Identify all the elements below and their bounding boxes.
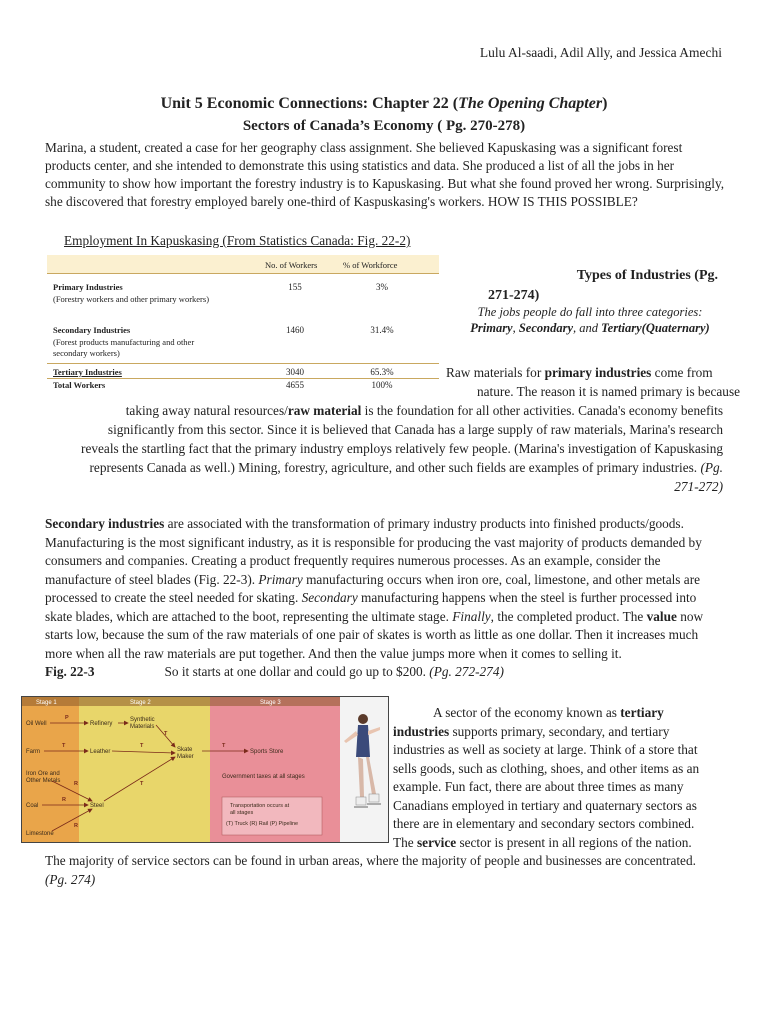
title-italic: The Opening Chapter <box>458 95 603 112</box>
transport-legend: (T) Truck (R) Rail (P) Pipeline <box>226 821 299 827</box>
flow-t: T <box>140 743 144 749</box>
types-heading-b: 271-274) <box>488 288 540 303</box>
table-divider <box>47 378 439 379</box>
table-caption: Employment In Kapuskasing (From Statistics Canada: Fig. 22-2) <box>64 233 411 248</box>
flow-r: R <box>74 781 78 787</box>
final-paragraph: The majority of service sectors can be found in urban areas, where the majority of people and businesses are concentrated. (Pg. 274) <box>45 853 696 887</box>
leather-label: Leather <box>90 749 111 755</box>
primary-line-6: represents Canada as well.) Mining, forestry, agriculture, and other such fields are examples of primary industries. (Pg. <box>89 460 723 475</box>
steel-label: Steel <box>90 803 104 809</box>
stage-1-band <box>22 697 79 842</box>
transport-label-a: Transportation occurs at <box>230 803 290 809</box>
stage-3-label: Stage 3 <box>260 700 281 706</box>
tertiary-paragraph: A sector of the economy known as tertiary industries supports primary, secondary, and tertiary industries as well as society at large. Think of a store that sells goods, such as clothing, shoes, and other items as an example. Fun fact, there are about three times as many Canadians employed in tertiary and quaternary sectors as there are in elementary and secondary sectors combined. The service sector is present in all regions of the nation. <box>393 705 700 850</box>
gov-taxes-label: Government taxes at all stages <box>222 774 305 780</box>
primary-line-7: 271-272) <box>674 479 723 494</box>
flow-r: R <box>62 797 66 803</box>
types-categories: Primary, Secondary, and Tertiary(Quaternary) <box>470 321 710 335</box>
figure-label: Fig. 22-3 <box>45 664 95 679</box>
sports-store-label: Sports Store <box>250 749 284 755</box>
secondary-paragraph: Secondary industries are associated with the transformation of primary industry products into finished products/goods. Manufacturing is the most significant industry, as it is responsible for producing the vast majority of products demanded by consumers and companies. Creating a product frequently requires numerous processes. As an example, consider the manufacture of steel blades (Fig. 22-3). Primary manufacturing occurs when iron ore, coal, limestone, and other metals are processed to create the steel needed for skating. Secondary manufacturing happens when the steel is further processed into skate blades, which are attached to the boot, representing the ultimate stage. Finally, the completed product. The value now starts low, because the sum of the raw materials of one pair of skates is worth as little as one dollar. Then it increases much more when all the raw materials are put together. And then the value jumps more when it comes to selling it.Fig. 22-3 So it starts at one dollar and could go up to $200. (Pg. 272-274) <box>45 516 704 679</box>
skate-label: Skate <box>177 747 193 753</box>
flow-t: T <box>164 731 168 737</box>
iron-ore-label: Iron Ore and <box>26 771 60 777</box>
title-close: ) <box>602 95 608 112</box>
refinery-label: Refinery <box>90 721 113 727</box>
oil-well-label: Oil Well <box>26 721 47 727</box>
stage-1-label: Stage 1 <box>36 700 57 706</box>
stage-2-label: Stage 2 <box>130 700 151 706</box>
flow-t: T <box>222 743 226 749</box>
table-divider <box>47 363 439 364</box>
transport-label-b: all stages <box>230 810 254 816</box>
flow-t: T <box>140 781 144 787</box>
synthetic-label: Synthetic <box>130 717 155 723</box>
flow-r: R <box>74 823 78 829</box>
page-subtitle: Sectors of Canada’s Economy ( Pg. 270-278) <box>242 118 526 134</box>
materials-label: Materials <box>130 724 155 730</box>
page-title <box>0 95 768 113</box>
flow-p: P <box>65 715 69 721</box>
primary-line-5: reveals the startling fact that the primary industry employs relatively few people. (Marina's investigation of Kapuskasing <box>81 441 723 456</box>
table-header <box>47 255 439 274</box>
employment-table: No. of Workers % of Workforce Primary Industries (Forestry workers and other primary workers) 155 3% Secondary Industries (Forest products manufacturing and other secondary workers) 1460 31.4% Tertiary Industries 3040 65.3% Total Workers 4655 100% <box>47 255 439 393</box>
limestone-label: Limestone <box>26 831 54 837</box>
figure-22-3 <box>21 696 389 843</box>
col-workers: No. of Workers <box>265 260 318 270</box>
coal-label: Coal <box>26 803 39 809</box>
types-intro: The jobs people do fall into three categories: <box>477 305 703 319</box>
farm-label: Farm <box>26 749 40 755</box>
col-percent: % of Workforce <box>343 260 398 270</box>
primary-line-3: taking away natural resources/raw material is the foundation for all other activities. Canada's economy benefits <box>125 403 723 418</box>
types-heading-a: Types of Industries (Pg. <box>576 268 718 283</box>
maker-label: Maker <box>177 754 194 760</box>
primary-line-2: nature. The reason it is named primary is because <box>477 384 741 399</box>
other-metals-label: Other Metals <box>26 778 61 784</box>
primary-line-1: Raw materials for primary industries come from <box>446 365 713 380</box>
title-main: Unit 5 Economic Connections: Chapter 22 ( <box>160 95 459 112</box>
intro-paragraph: Marina, a student, created a case for her geography class assignment. She believed Kapuskasing was a significant forest products center, and she intended to demonstrate this using statistics and data. She produced a list of all the jobs in her community to show how important the forestry industry is to Kapuskasing. But what she found proved her wrong. Surprisingly, she discovered that forestry employed barely one-third of Kaspuskasing's workers. HOW IS THIS POSSIBLE? <box>45 140 725 209</box>
authors: Lulu Al-saadi, Adil Ally, and Jessica Amechi <box>479 45 722 60</box>
primary-line-4: significantly from this sector. Since it is believed that Canada has a large supply of raw materials, Marina's research <box>107 422 723 437</box>
flow-t: T <box>62 743 66 749</box>
types-of-industries <box>440 268 740 336</box>
